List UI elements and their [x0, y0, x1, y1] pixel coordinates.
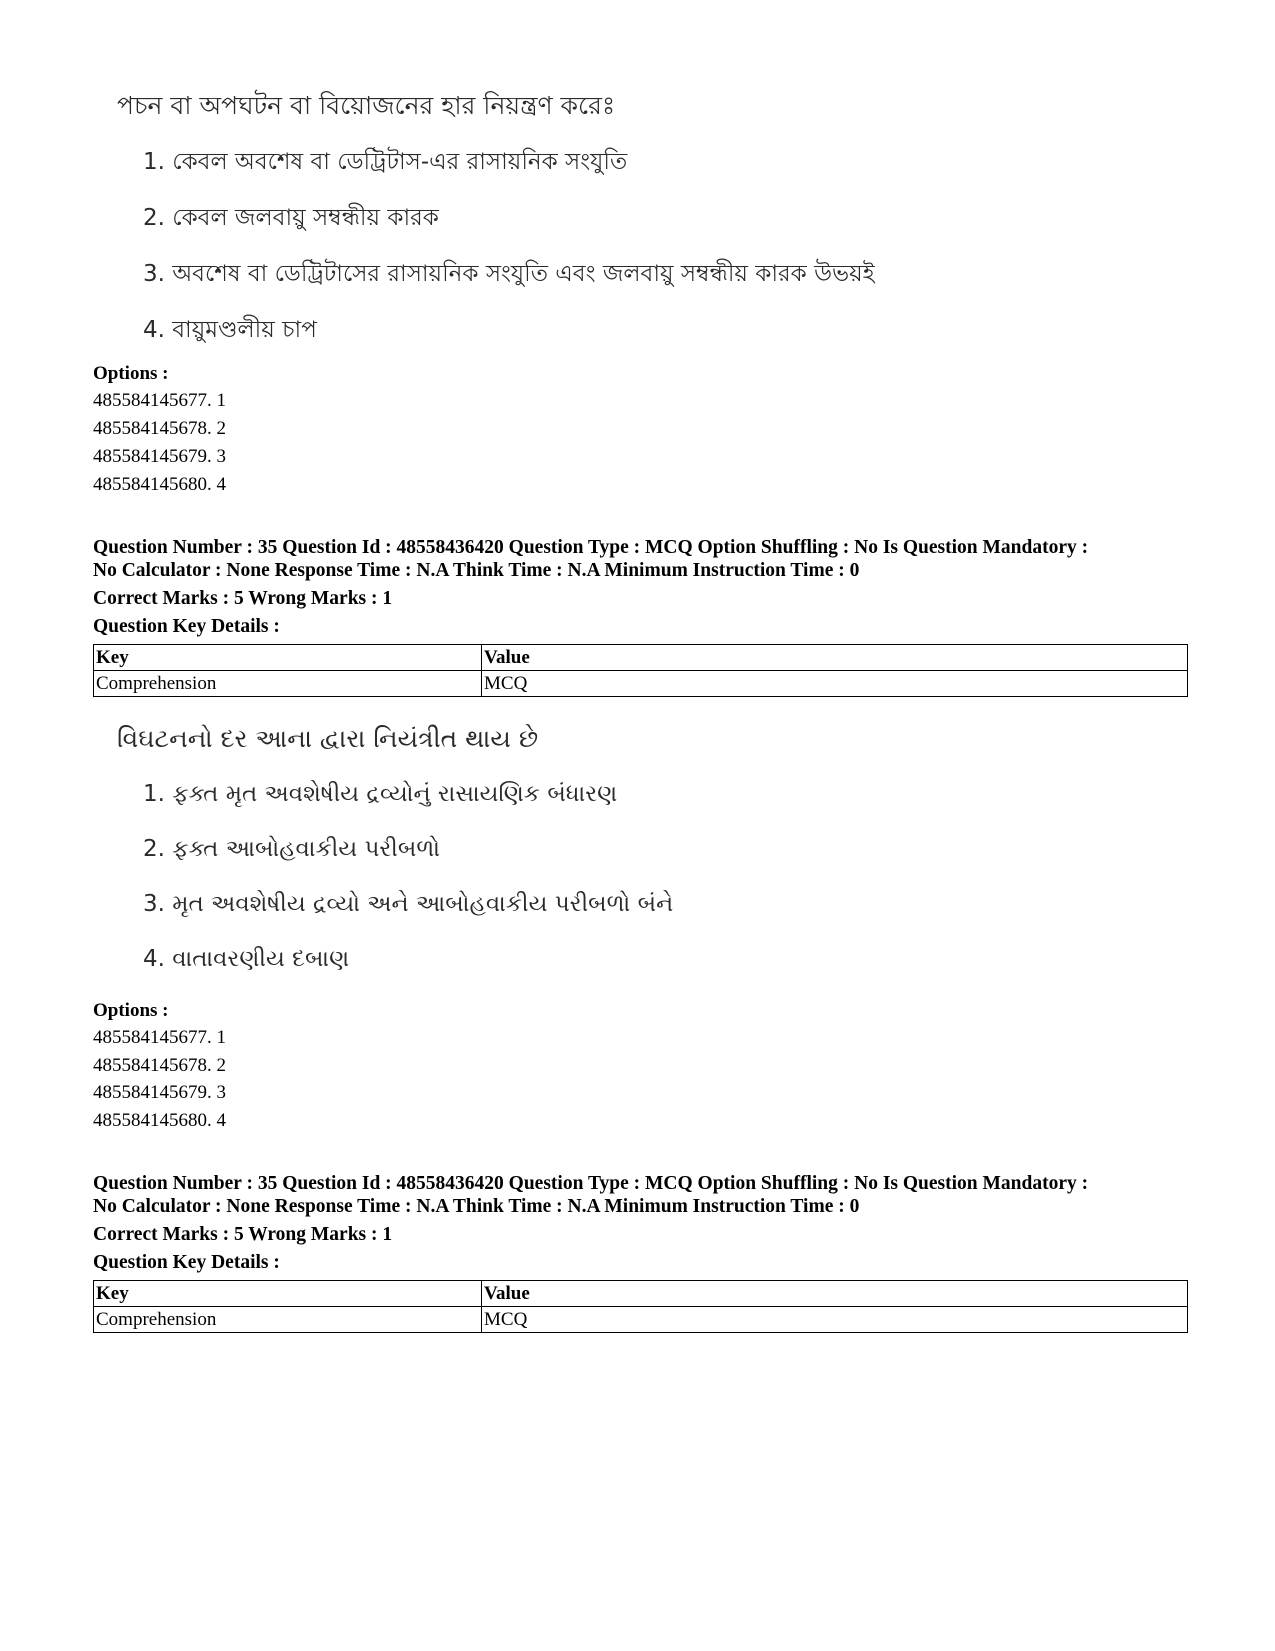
- question-title: পচন বা অপঘটন বা বিয়োজনের হার নিয়ন্ত্রণ করেঃ: [117, 91, 616, 120]
- table-header-key: Key: [94, 645, 482, 671]
- question-choice-1: 1. ફક્ત મૃત અવશેષીય દ્રવ્યોનું રાસાયણિક બંધારણ: [143, 781, 618, 807]
- question-meta-line-1: Question Number : 35 Question Id : 48558436420 Question Type : MCQ Option Shuffling : No Is Question Mandatory :: [93, 537, 1089, 558]
- option-item: 485584145680. 4: [93, 1110, 226, 1131]
- question-choice-3: 3. অবশেষ বা ডেট্রিটাসের রাসায়নিক সংযুতি এবং জলবায়ু সম্বন্ধীয় কারক উভয়ই: [143, 261, 875, 287]
- table-cell-value: MCQ: [482, 1307, 1188, 1333]
- table-row: [94, 671, 1188, 697]
- question-choice-4: 4. વાતાવરણીય દબાણ: [143, 946, 350, 972]
- table-header-row: [94, 645, 1188, 671]
- table-header-row: [94, 1281, 1188, 1307]
- question-meta-line-1: Question Number : 35 Question Id : 48558436420 Question Type : MCQ Option Shuffling : No Is Question Mandatory :: [93, 1173, 1089, 1194]
- options-label: Options :: [93, 363, 169, 384]
- question-key-table: [93, 1280, 1188, 1333]
- marks-line: Correct Marks : 5 Wrong Marks : 1: [93, 1224, 393, 1245]
- question-key-table: [93, 644, 1188, 697]
- option-item: 485584145680. 4: [93, 474, 226, 495]
- table-header-value: Value: [482, 1281, 1188, 1307]
- table-header-value: Value: [482, 645, 1188, 671]
- option-item: 485584145677. 1: [93, 1027, 226, 1048]
- table-cell-key: Comprehension: [94, 1307, 482, 1333]
- table-row: [94, 1307, 1188, 1333]
- option-item: 485584145677. 1: [93, 390, 226, 411]
- table-cell-value: MCQ: [482, 671, 1188, 697]
- marks-line: Correct Marks : 5 Wrong Marks : 1: [93, 588, 393, 609]
- question-choice-1: 1. কেবল অবশেষ বা ডেট্রিটাস-এর রাসায়নিক সংযুতি: [143, 149, 628, 175]
- question-choice-4: 4. বায়ুমণ্ডলীয় চাপ: [143, 317, 317, 343]
- key-details-label: Question Key Details :: [93, 1252, 280, 1273]
- option-item: 485584145679. 3: [93, 446, 226, 467]
- option-item: 485584145678. 2: [93, 1055, 226, 1076]
- question-choice-2: 2. ફક્ત આબોહવાકીય પરીબળો: [143, 836, 441, 862]
- question-choice-3: 3. મૃત અવશેષીય દ્રવ્યો અને આબોહવાકીય પરીબળો બંને: [143, 891, 674, 917]
- question-meta-line-2: No Calculator : None Response Time : N.A Think Time : N.A Minimum Instruction Time : 0: [93, 1196, 860, 1217]
- key-details-label: Question Key Details :: [93, 616, 280, 637]
- question-meta-line-2: No Calculator : None Response Time : N.A Think Time : N.A Minimum Instruction Time : 0: [93, 560, 860, 581]
- question-choice-2: 2. কেবল জলবায়ু সম্বন্ধীয় কারক: [143, 205, 439, 231]
- table-cell-key: Comprehension: [94, 671, 482, 697]
- question-title: વિઘટનનો દર આના દ્વારા નિયંત્રીત થાય છે: [117, 724, 539, 753]
- options-label: Options :: [93, 1000, 169, 1021]
- option-item: 485584145679. 3: [93, 1082, 226, 1103]
- table-header-key: Key: [94, 1281, 482, 1307]
- option-item: 485584145678. 2: [93, 418, 226, 439]
